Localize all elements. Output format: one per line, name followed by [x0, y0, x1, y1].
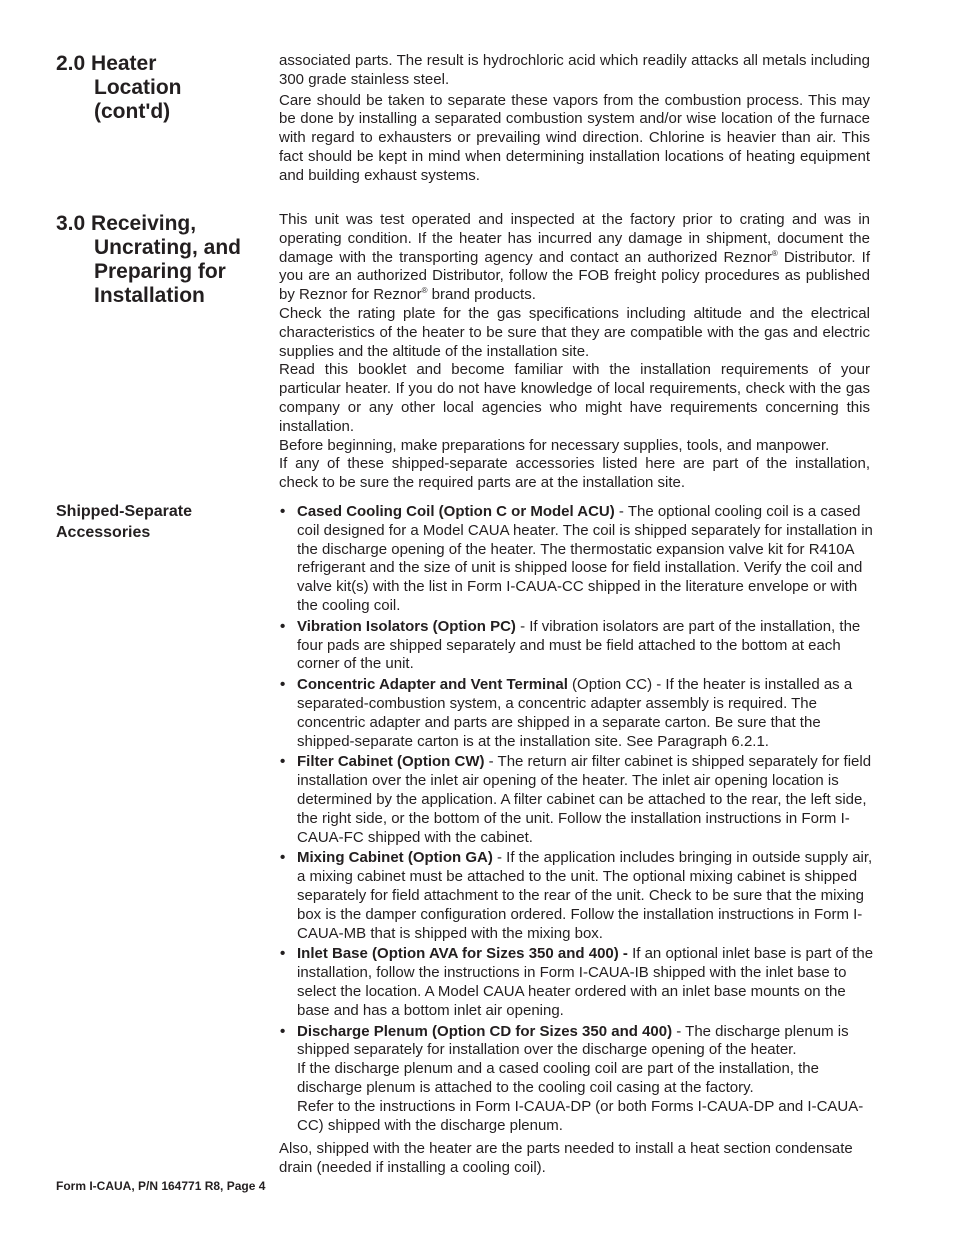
bullet: •	[280, 503, 286, 520]
item-text: If the discharge plenum and a cased cooling coil are part of the installation, the discharge plenum is attached to the cooling coil casing at the factory.	[297, 1060, 819, 1096]
bullet: •	[280, 849, 286, 867]
section-2-heading	[56, 52, 266, 124]
accessories-list	[279, 503, 874, 1137]
heading-line: 2.0 Heater	[56, 52, 157, 75]
item-title: Mixing Cabinet (Option GA)	[297, 849, 493, 867]
item-title: Inlet Base (Option AVA for Sizes 350 and 400) -	[297, 945, 628, 963]
item-text: - If vibration isolators are part of the installation, the four pads are shipped separately and must be field attached to the bottom at each corner of the unit.	[297, 617, 861, 673]
accessories-subheading	[56, 501, 266, 543]
list-item	[279, 503, 874, 616]
heading-line: 3.0 Receiving,	[56, 212, 197, 235]
page-footer: Form I-CAUA, P/N 164771 R8, Page 4	[56, 1179, 266, 1193]
subheading-line: Shipped-Separate	[56, 503, 193, 520]
paragraph: If any of these shipped-separate accessories listed here are part of the installation, check to be sure the required parts are at the installation site.	[279, 455, 870, 492]
item-title: Vibration Isolators (Option PC)	[297, 617, 516, 635]
item-text: (Option CC) - If the heater is installed as a separated-combustion system, a concentric adapter assembly is required. The concentric adapter and parts are shipped in a separate carton. Be sure that the shipped-separate carton is at the installation site. See Paragraph 6.2.1.	[297, 676, 853, 750]
heading-line: (cont'd)	[94, 100, 171, 123]
bullet: •	[280, 945, 286, 963]
closing-paragraph	[279, 1140, 870, 1178]
heading-line: Location	[94, 76, 182, 99]
paragraph: Before beginning, make preparations for necessary supplies, tools, and manpower.	[279, 436, 830, 454]
item-text: - The return air filter cabinet is shipped separately for field installation over the inlet air opening of the heater. The inlet air opening location is determined by the application. A filter cabinet can be attached to the rear, the left side, the right side, or the bottom of the unit. Follow the installation instructions in Form I-CAUA-FC shipped with the cabinet.	[297, 753, 872, 846]
list-item	[279, 849, 874, 943]
heading-line: Uncrating, and	[94, 236, 242, 259]
section-3-body	[279, 211, 870, 493]
paragraph: Read this booklet and become familiar with the installation requirements of your particular heater. If you do not have knowledge of local requirements, check with the gas company or any other local agencies who might have requirements concerning this installation.	[279, 361, 870, 435]
bullet: •	[280, 676, 286, 694]
paragraph: Also, shipped with the heater are the parts needed to install a heat section condensate drain (needed if installing a cooling coil).	[279, 1140, 853, 1176]
text-run: brand products.	[427, 286, 536, 304]
item-title: Cased Cooling Coil (Option C or Model ACU)	[297, 503, 615, 520]
bullet: •	[280, 753, 286, 771]
section-3-heading	[56, 212, 266, 308]
paragraph-receiving	[279, 211, 870, 305]
paragraph: Care should be taken to separate these vapors from the combustion process. This may be done by installing a separated combustion system and/or wise location of the furnace with regard to exhausters or prevailing wind direction. Chlorine is heavier than air. This fact should be kept in mind when determining installation locations of heating equipment and building exhaust systems.	[279, 91, 870, 184]
item-title: Concentric Adapter and Vent Terminal	[297, 676, 568, 694]
list-item	[279, 676, 874, 751]
bullet: •	[280, 1022, 286, 1040]
text-run: This unit was test operated and inspected at the factory prior to crating and was in operating condition. If the heater has incurred any damage in shipment, document the damage with the transporting agency and contact an authorized Reznor	[279, 211, 870, 266]
list-item	[279, 1023, 874, 1136]
item-title: Discharge Plenum (Option CD for Sizes 350 and 400)	[297, 1022, 673, 1040]
item-text: Refer to the instructions in Form I-CAUA-DP (or both Forms I-CAUA-DP and I-CAUA-CC) shipped with the discharge plenum.	[297, 1097, 864, 1134]
heading-line: Installation	[94, 284, 205, 307]
paragraph: Check the rating plate for the gas specifications including altitude and the electrical characteristics of the heater to be sure that they are compatible with the gas and electric supplies and the altitude of the installation site.	[279, 304, 870, 360]
list-item	[279, 945, 874, 1020]
list-item	[279, 618, 874, 674]
section-2-body	[279, 52, 870, 186]
paragraph: associated parts. The result is hydrochloric acid which readily attacks all metals including 300 grade stainless steel.	[279, 52, 870, 88]
text-run: Distributor. If you are an authorized Distributor, follow the FOB freight policy procedures as published by Reznor for Reznor	[279, 248, 870, 304]
registered-mark: ®	[421, 286, 428, 296]
item-text: - The discharge plenum is shipped separately for installation over the discharge opening of the heater.	[297, 1022, 849, 1059]
list-item	[279, 753, 874, 847]
item-text: - The optional cooling coil is a cased coil designed for a Model CAUA heater. The coil is shipped separately for installation in the discharge opening of the heater. The thermostatic expansion valve kit for R410A refrigerant and the size of unit is shipped loose for field installation. Verify the coil and valve kit(s) with the list in Form I-CAUA-CC shipped in the literature envelope or with the cooling coil.	[297, 503, 873, 614]
subheading-line: Accessories	[56, 524, 151, 541]
item-title: Filter Cabinet (Option CW)	[297, 753, 485, 771]
heading-line: Preparing for	[94, 260, 226, 283]
registered-mark: ®	[771, 248, 778, 258]
item-text: If an optional inlet base is part of the installation, follow the instructions in Form I-CAUA-IB shipped with the inlet base to select the location. A Model CAUA heater ordered with an inlet base mounts on the base and has a bottom inlet air opening.	[297, 945, 874, 1019]
item-text: - If the application includes bringing in outside supply air, a mixing cabinet must be attached to the unit. The optional mixing cabinet is shipped separately for field attachment to the rear of the unit. Check to be sure that the mixing box is the damper configuration ordered. Follow the installation instructions in Form I-CAUA-MB that is shipped with the mixing box.	[297, 849, 873, 942]
bullet: •	[280, 617, 286, 635]
